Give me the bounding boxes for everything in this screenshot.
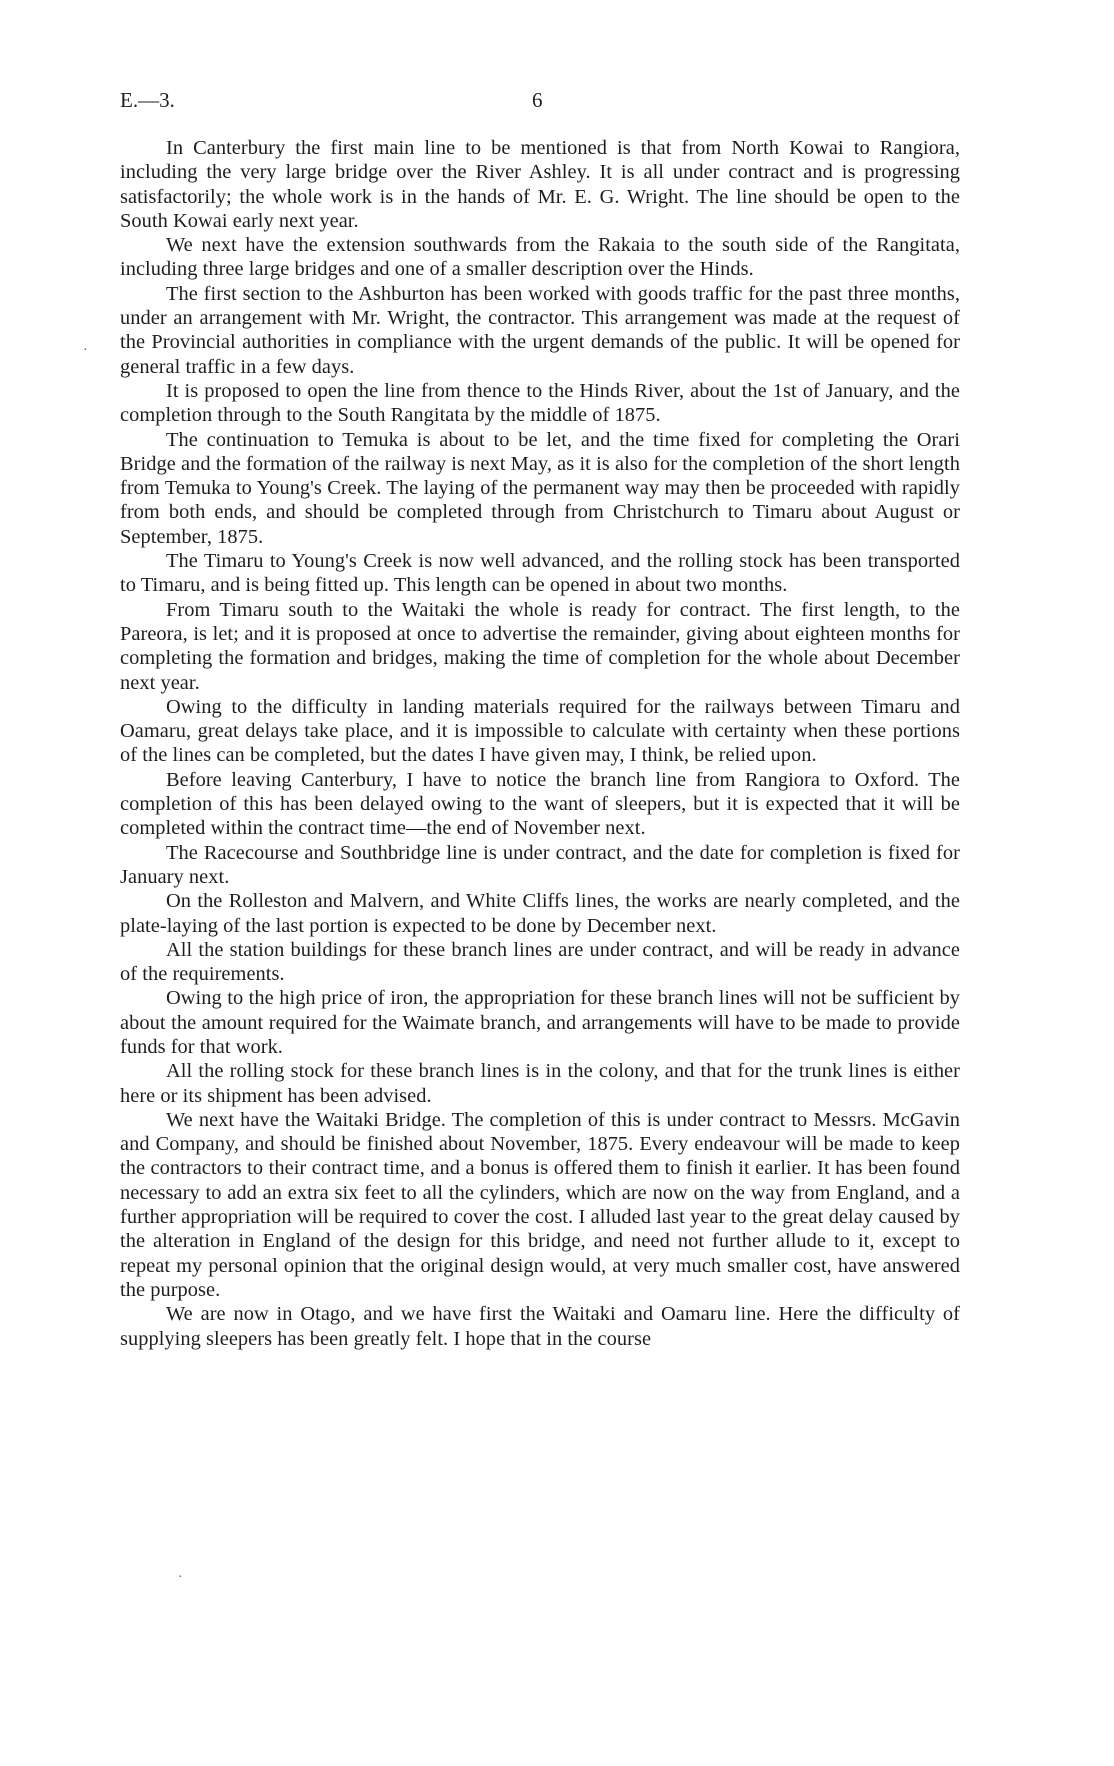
margin-speck: · — [178, 1570, 183, 1585]
margin-speck: · — [83, 343, 88, 358]
paragraph-ashburton-section: The first section to the Ashburton has been worked with goods traffic for the past three months, under an arrangement with Mr. Wright, the contractor. This arrangement was made at the request of the Provincial authorities in compliance with the urgent demands of the public. It will be opened for general traffic in a few days. — [120, 282, 960, 378]
paragraph-station-buildings: All the station buildings for these branch lines are under contract, and will be ready in advance of the requirements. — [120, 938, 960, 986]
body-text — [120, 136, 960, 1351]
paragraph-price-of-iron: Owing to the high price of iron, the appropriation for these branch lines will not be sufficient by about the amount required for the Waimate branch, and arrangements will have to be made to provide funds for that work. — [120, 987, 960, 1058]
paragraph-timaru-youngs-creek: The Timaru to Young's Creek is now well advanced, and the rolling stock has been transported to Timaru, and is being fitted up. This length can be opened in about two months. — [120, 550, 960, 597]
paragraph-timaru-waitaki: From Timaru south to the Waitaki the whole is ready for contract. The first length, to the Pareora, is let; and it is proposed at once to advertise the remainder, giving about eighteen months for completing the formation and bridges, making the time of completion for the whole about December next year. — [120, 598, 960, 694]
page-header — [120, 88, 970, 118]
paragraph-hinds-river: It is proposed to open the line from thence to the Hinds River, about the 1st of January, and the completion through to the South Rangitata by the middle of 1875. — [120, 379, 960, 427]
paragraph-rakaia-extension: We next have the extension southwards from the Rakaia to the south side of the Rangitata, including three large bridges and one of a smaller description over the Hinds. — [120, 234, 960, 281]
paragraph-otago-waitaki-oamaru: We are now in Otago, and we have first the Waitaki and Oamaru line. Here the difficulty of supplying sleepers has been greatly felt. I hope that in the course — [120, 1303, 960, 1350]
paragraph-rolling-stock: All the rolling stock for these branch lines is in the colony, and that for the trunk lines is either here or its shipment has been advised. — [120, 1060, 960, 1107]
paragraph-temuka-continuation: The continuation to Temuka is about to be let, and the time fixed for completing the Orari Bridge and the formation of the railway is next May, as it is also for the completion of the short length from Temuka to Young's Creek. The laying of the permanent way may then be proceeded with rapidly from both ends, and should be completed through from Christchurch to Timaru about August or September, 1875. — [120, 428, 960, 548]
paragraph-rolleston-malvern: On the Rolleston and Malvern, and White Cliffs lines, the works are nearly completed, and the plate-laying of the last portion is expected to be done by December next. — [120, 890, 960, 937]
paragraph-north-kowai: In Canterbury the first main line to be mentioned is that from North Kowai to Rangiora, including the very large bridge over the River Ashley. It is all under contract and is progressing satisfactorily; the whole work is in the hands of Mr. E. G. Wright. The line should be open to the South Kowai early next year. — [120, 137, 960, 232]
document-reference: E.—3. — [120, 88, 175, 112]
paragraph-landing-materials: Owing to the difficulty in landing materials required for the railways between Timaru and Oamaru, great delays take place, and it is impossible to calculate with certainty when these portions of the lines can be completed, but the dates I have given may, I think, be relied upon. — [120, 695, 960, 767]
page-number: 6 — [532, 88, 543, 112]
paragraph-waitaki-bridge: We next have the Waitaki Bridge. The completion of this is under contract to Messrs. McGavin and Company, and should be finished about November, 1875. Every endeavour will be made to keep the contractors to their contract time, and a bonus is offered them to finish it earlier. It has been found necessary to add an extra six feet to all the cylinders, which are now on the way from England, and a further appropriation will be required to cover the cost. I alluded last year to the great delay caused by the alteration in England of the design for this bridge, and need not further allude to it, except to repeat my personal opinion that the original design would, at very much smaller cost, have answered the purpose. — [120, 1108, 960, 1301]
paragraph-rangiora-oxford: Before leaving Canterbury, I have to notice the branch line from Rangiora to Oxford. The completion of this has been delayed owing to the want of sleepers, but it is expected that it will be completed within the contract time—the end of November next. — [120, 768, 960, 840]
paragraph-racecourse-southbridge: The Racecourse and Southbridge line is under contract, and the date for completion is fixed for January next. — [120, 841, 960, 888]
